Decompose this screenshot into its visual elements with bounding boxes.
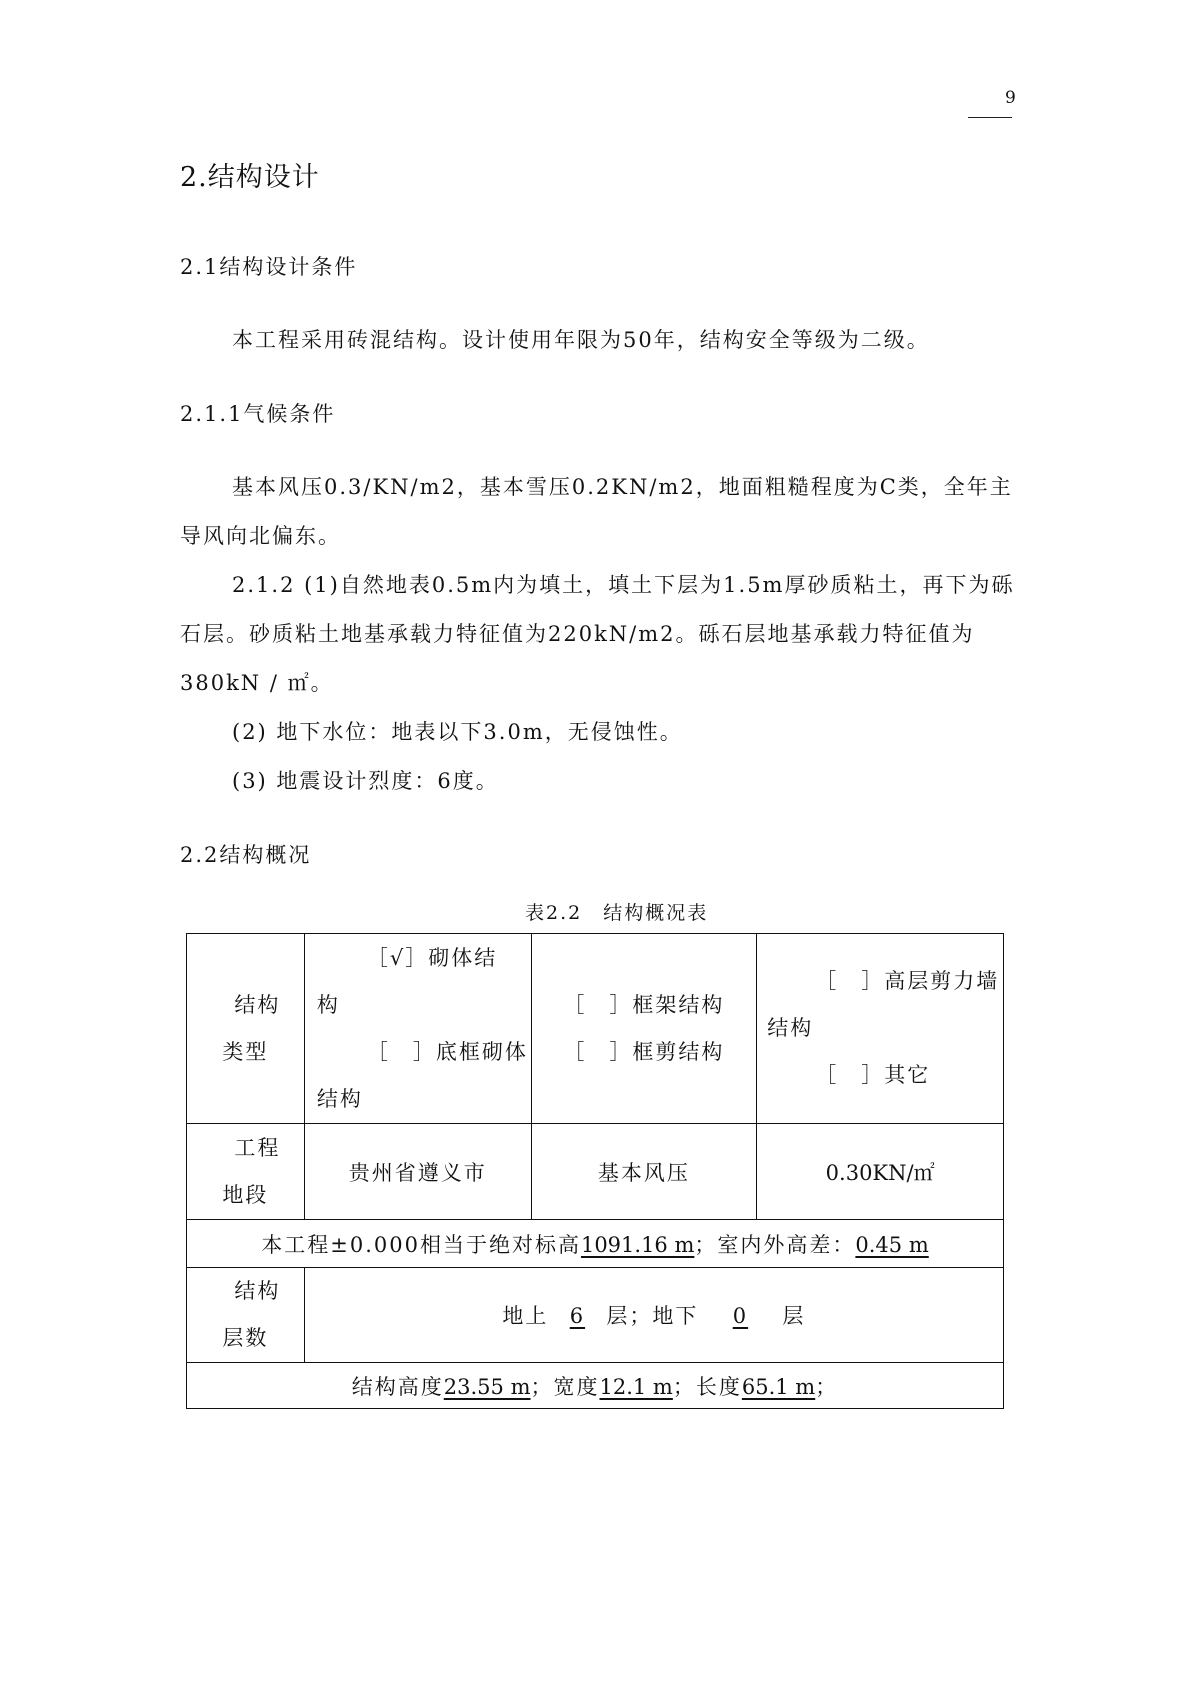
structure-type-label: 结构 类型 xyxy=(187,934,305,1124)
table-row xyxy=(187,1363,1004,1409)
seismic-line: (3) 地震设计烈度：6度。 xyxy=(232,769,499,793)
storeys-value: 地上 6 层；地下 0 层 xyxy=(304,1268,1003,1363)
shear-wall-options-cell: ［ ］高层剪力墙 结构 ［ ］其它 xyxy=(757,934,1004,1124)
table-row xyxy=(187,934,1004,1124)
geology-line-2: 石层。砂质粘土地基承载力特征值为220kN/m2。砾石层地基承载力特征值为 xyxy=(180,622,975,646)
wind-pressure-value: 0.30KN/㎡ xyxy=(757,1124,1004,1220)
geology-line-1: 2.1.2 (1)自然地表0.5m内为填土，填土下层为1.5m厚砂质粘土，再下为砾 xyxy=(232,573,1015,597)
elevation-row: 本工程±0.000相当于绝对标高1091.16 m；室内外高差：0.45 m xyxy=(187,1220,1004,1268)
absolute-elevation: 1091.16 m xyxy=(580,1232,695,1257)
structure-width: 12.1 m xyxy=(599,1374,673,1399)
frame-masonry-option: ［ ］底框砌体 xyxy=(366,1039,528,1064)
structure-length: 65.1 m xyxy=(741,1374,816,1399)
page-number-rule xyxy=(968,117,1012,118)
table-row xyxy=(187,1268,1004,1363)
indoor-outdoor-height-diff: 0.45 m xyxy=(855,1232,929,1257)
table-caption: 表2.2 结构概况表 xyxy=(525,902,709,924)
structure-overview-table xyxy=(186,933,1004,1409)
table-row xyxy=(187,1220,1004,1268)
masonry-options-cell: ［√］砌体结 构 ［ ］底框砌体 结构 xyxy=(304,934,531,1124)
table-row xyxy=(187,1124,1004,1220)
other-option: ［ ］其它 xyxy=(815,1063,931,1087)
section-2-2-title: 2.2结构概况 xyxy=(180,843,312,867)
storeys-label: 结构 层数 xyxy=(187,1268,305,1363)
site-location: 贵州省遵义市 xyxy=(304,1124,531,1220)
shear-wall-option: ［ ］高层剪力墙 xyxy=(815,969,1000,993)
masonry-option: ［√］砌体结 xyxy=(366,945,498,970)
section-2-1-text: 本工程采用砖混结构。设计使用年限为50年，结构安全等级为二级。 xyxy=(232,328,930,352)
geology-line-3: 380kN / ㎡。 xyxy=(180,671,334,695)
groundwater-line: (2) 地下水位：地表以下3.0m，无侵蚀性。 xyxy=(232,720,683,744)
storeys-above: 6 xyxy=(569,1304,586,1328)
climate-line-2: 导风向北偏东。 xyxy=(180,524,341,548)
section-2-1-1-title: 2.1.1气候条件 xyxy=(180,402,336,426)
frame-options-cell xyxy=(531,934,757,1124)
frame-option: ［ ］框架结构 xyxy=(563,992,725,1017)
climate-line-1: 基本风压0.3/KN/m2，基本雪压0.2KN/m2，地面粗糙程度为C类，全年主 xyxy=(232,475,1013,499)
section-2-1-title: 2.1结构设计条件 xyxy=(180,255,358,279)
dimensions-row: 结构高度23.55 m；宽度12.1 m；长度65.1 m； xyxy=(187,1363,1004,1409)
structure-height: 23.55 m xyxy=(443,1374,531,1399)
frame-shear-option: ［ ］框剪结构 xyxy=(563,1039,725,1064)
wind-pressure-label: 基本风压 xyxy=(531,1124,757,1220)
page-number: 9 xyxy=(1005,88,1016,108)
site-label: 工程 地段 xyxy=(187,1124,305,1220)
chapter-heading: 2.结构设计 xyxy=(180,162,320,193)
storeys-below: 0 xyxy=(732,1304,749,1328)
